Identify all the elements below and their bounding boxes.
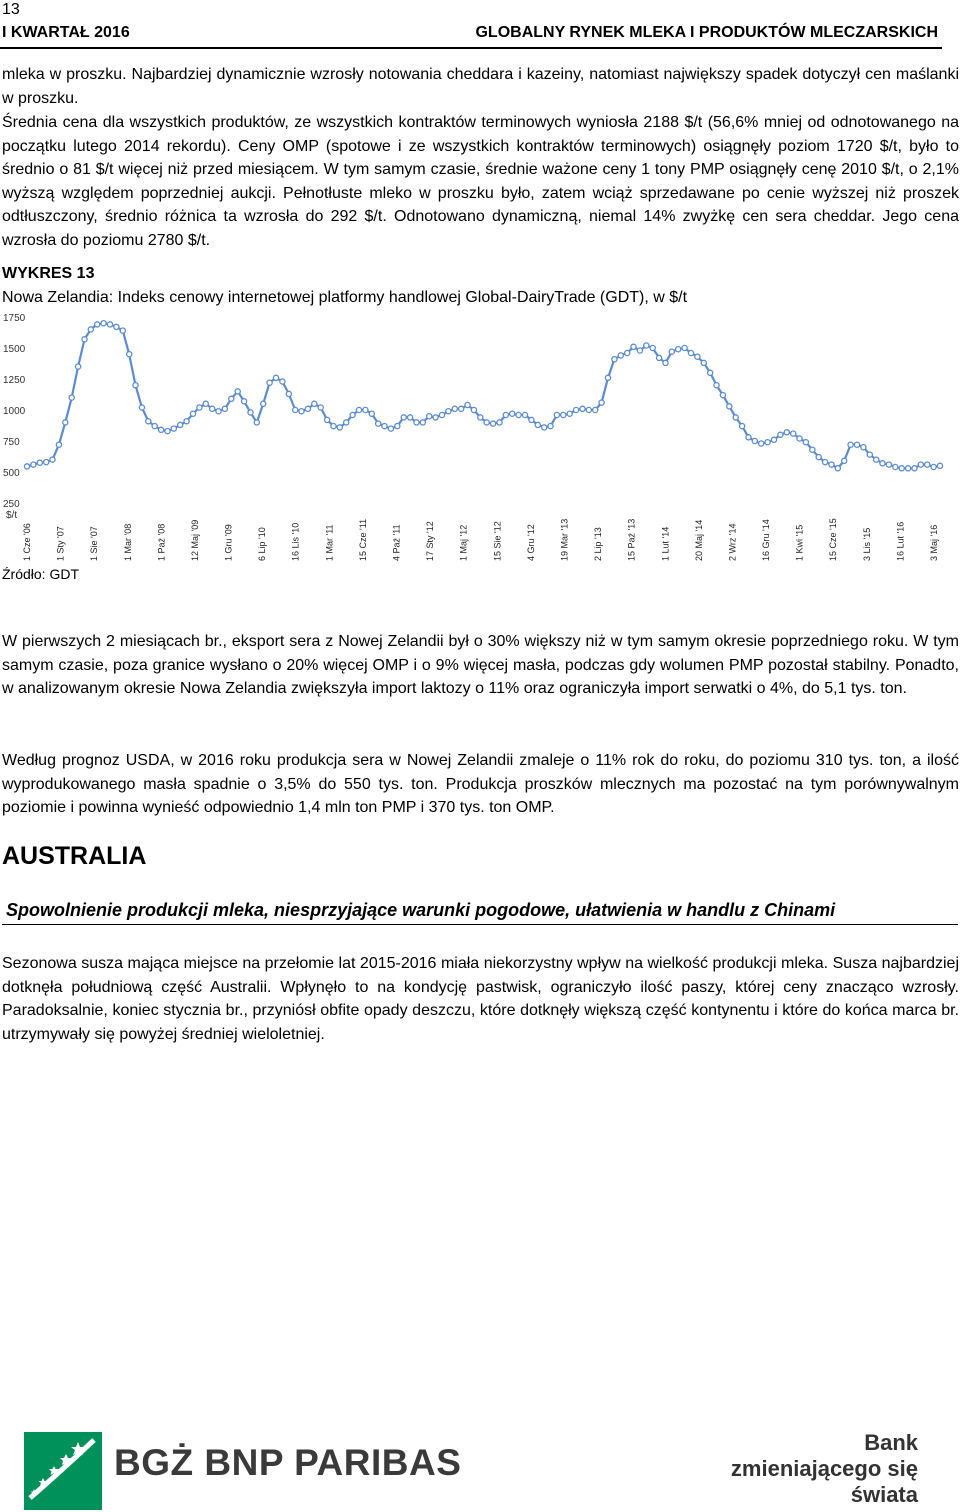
- data-point: [612, 357, 617, 362]
- data-point: [478, 415, 483, 420]
- data-point: [459, 406, 464, 411]
- data-point: [414, 420, 419, 425]
- x-tick-label: 1 Kwi '15: [794, 524, 805, 561]
- data-point: [31, 462, 36, 467]
- data-point: [286, 391, 291, 396]
- data-point: [784, 430, 789, 435]
- paragraph-intro: mleka w proszku. Najbardziej dynamicznie wzrosły notowania cheddara i kazeiny, natomiast największy spadek dotyczył cen maślanki w proszku.: [2, 66, 959, 107]
- data-point: [491, 421, 496, 426]
- data-point: [465, 402, 470, 407]
- data-point: [452, 406, 457, 411]
- data-point: [69, 395, 74, 400]
- slogan-line-1: Bank: [864, 1430, 918, 1455]
- x-tick-label: 15 Cze '15: [828, 518, 839, 561]
- data-point: [708, 370, 713, 375]
- x-tick-label: 15 Sie '12: [492, 521, 503, 561]
- data-point: [580, 406, 585, 411]
- data-point: [631, 344, 636, 349]
- data-point: [586, 407, 591, 412]
- data-point: [216, 409, 221, 414]
- data-point: [880, 461, 885, 466]
- x-tick-label: 1 Cze '06: [22, 523, 32, 561]
- data-point: [165, 429, 170, 434]
- data-point: [778, 432, 783, 437]
- x-tick-label: 20 Maj '14: [693, 519, 704, 561]
- data-point: [605, 375, 610, 380]
- data-point: [146, 419, 151, 424]
- data-point: [810, 447, 815, 452]
- data-point: [401, 415, 406, 420]
- data-point: [644, 343, 649, 348]
- section-heading-australia: AUSTRALIA: [2, 842, 147, 870]
- data-point: [24, 464, 29, 469]
- data-point: [446, 409, 451, 414]
- x-tick-label: 16 Lis '10: [290, 522, 301, 561]
- data-point: [471, 407, 476, 412]
- data-point: [76, 364, 81, 369]
- footer-slogan: [731, 1430, 918, 1508]
- data-point: [937, 463, 942, 468]
- data-point: [242, 399, 247, 404]
- data-point: [625, 350, 630, 355]
- data-point: [267, 380, 272, 385]
- x-tick-label: 1 Maj '12: [458, 524, 469, 561]
- x-tick-label: 1 Sie '07: [89, 526, 100, 561]
- data-point: [727, 404, 732, 409]
- data-point: [388, 426, 393, 431]
- data-point: [190, 411, 195, 416]
- data-point: [886, 462, 891, 467]
- x-tick-label: 17 Sty '12: [425, 521, 436, 561]
- x-tick-label: 1 Mar '08: [122, 523, 133, 561]
- data-point: [312, 401, 317, 406]
- data-point: [561, 412, 566, 417]
- data-point: [663, 360, 668, 365]
- data-point: [529, 417, 534, 422]
- x-tick-label: 4 Gru '12: [525, 524, 536, 561]
- data-point: [56, 442, 61, 447]
- data-point: [522, 412, 527, 417]
- data-point: [688, 350, 693, 355]
- data-point: [899, 466, 904, 471]
- data-point: [261, 401, 266, 406]
- data-point: [203, 401, 208, 406]
- data-point: [439, 412, 444, 417]
- data-point: [854, 442, 859, 447]
- y-tick-label: 500: [3, 468, 20, 479]
- header-title: GLOBALNY RYNEK MLEKA I PRODUKTÓW MLECZARSKICH: [475, 24, 938, 41]
- data-point: [650, 345, 655, 350]
- data-point: [893, 464, 898, 469]
- data-point: [114, 324, 119, 329]
- data-point: [554, 412, 559, 417]
- section-subheading: Spowolnienie produkcji mleka, niesprzyjające warunki pogodowe, ułatwienia w handlu z Chinami: [2, 896, 958, 925]
- x-tick-label: 3 Lis '15: [861, 527, 872, 561]
- data-point: [695, 354, 700, 359]
- data-point: [63, 420, 68, 425]
- data-point: [925, 462, 930, 467]
- data-point: [816, 455, 821, 460]
- data-point: [88, 327, 93, 332]
- data-point: [133, 383, 138, 388]
- y-tick-label: 1000: [3, 406, 26, 417]
- data-point: [548, 424, 553, 429]
- data-point: [516, 412, 521, 417]
- data-point: [797, 436, 802, 441]
- data-point: [229, 396, 234, 401]
- data-point: [273, 375, 278, 380]
- y-tick-label: 750: [3, 437, 20, 448]
- data-point: [497, 420, 502, 425]
- data-point: [503, 412, 508, 417]
- header-rule: [0, 47, 942, 49]
- data-point: [337, 425, 342, 430]
- data-point: [510, 411, 515, 416]
- data-point: [867, 452, 872, 457]
- data-point: [906, 466, 911, 471]
- data-point: [752, 438, 757, 443]
- data-point: [931, 464, 936, 469]
- x-tick-label: 19 Mar '13: [559, 518, 570, 561]
- data-point: [350, 412, 355, 417]
- data-point: [318, 405, 323, 410]
- chart-label: WYKRES 13: [2, 265, 95, 282]
- data-point: [44, 460, 49, 465]
- data-point: [248, 410, 253, 415]
- data-point: [771, 437, 776, 442]
- y-tick-label: 250: [3, 499, 20, 510]
- x-tick-label: 4 Paź '11: [391, 524, 402, 561]
- data-point: [376, 421, 381, 426]
- data-point: [912, 466, 917, 471]
- data-point: [848, 442, 853, 447]
- data-point: [803, 440, 808, 445]
- chart-source: Źródło: GDT: [2, 566, 80, 582]
- data-point: [669, 349, 674, 354]
- stars-swoosh-logo-icon: [24, 1432, 102, 1510]
- x-tick-label: 2 Wrz '14: [727, 523, 738, 561]
- data-point: [829, 462, 834, 467]
- data-point: [593, 407, 598, 412]
- data-point: [152, 424, 157, 429]
- data-point: [823, 460, 828, 465]
- paragraph-prices: Średnia cena dla wszystkich produktów, ze wszystkich kontraktów terminowych wyniosła 2188 $/t (56,6% mniej od odnotowanego na początku lutego 2014 rekordu). Ceny OMP (spotowe i ze wszystkich kontraktów terminowych) osiągnęły poziom 1720 $/t, było to średnio o 81 $/t więcej niż przed miesiącem. W tym samym czasie, średnie ważone ceny 1 tony PMP osiągnęły cenę 2010 $/t, o 2,1% wyższą względem poprzedniej aukcji. Pełnotłuste mleko w proszku było, zatem wciąż sprzedawane po cenie wyższej niż proszek odtłuszczony, średnio różnica ta wzrosła do 292 $/t. Odnotowano dynamiczną, niemal 14% zwyżkę cen sera cheddar. Jego cena wzrosła do poziomu 2780 $/t.: [2, 114, 959, 249]
- data-point: [280, 379, 285, 384]
- data-point: [235, 389, 240, 394]
- x-tick-label: 16 Gru '14: [761, 519, 771, 561]
- x-tick-label: 1 Lut '14: [660, 526, 671, 561]
- x-tick-label: 15 Paź '13: [626, 518, 637, 561]
- data-point: [682, 345, 687, 350]
- data-point: [720, 393, 725, 398]
- data-point: [139, 405, 144, 410]
- y-tick-label: 1750: [3, 313, 26, 324]
- data-point: [746, 435, 751, 440]
- data-point: [637, 348, 642, 353]
- data-point: [874, 457, 879, 462]
- data-point: [356, 407, 361, 412]
- data-point: [305, 406, 310, 411]
- data-point: [676, 347, 681, 352]
- header-quarter: I KWARTAŁ 2016: [2, 24, 130, 41]
- data-point: [107, 322, 112, 327]
- data-point: [254, 420, 259, 425]
- data-point: [120, 328, 125, 333]
- data-point: [574, 407, 579, 412]
- data-point: [82, 337, 87, 342]
- data-point: [222, 406, 227, 411]
- paragraph-forecast: Według prognoz USDA, w 2016 roku produkcja sera w Nowej Zelandii zmaleje o 11% rok do roku, do poziomu 310 tys. ton, a ilość wyprodukowanego masła spadnie o 3,5% do 550 tys. ton. Produkcja proszków mlecznych ma pozostać na tym porównywalnym poziomie i powinna wynieść odpowiednio 1,4 mln ton PMP i 370 tys. ton OMP.: [2, 752, 959, 816]
- paragraph-exports: W pierwszych 2 miesiącach br., eksport sera z Nowej Zelandii był o 30% większy niż w tym samym okresie poprzedniego roku. W tym samym czasie, poza granice wysłano o 20% więcej OMP i o 9% więcej masła, podczas gdy wolumen PMP pozostał stabilny. Ponadto, w analizowanym okresie Nowa Zelandia zwiększyła import laktozy o 11% oraz ograniczyła import serwatki o 4%, do 5,1 tys. ton.: [2, 633, 959, 697]
- x-tick-label: 1 Paź '08: [156, 523, 167, 561]
- gdt-price-chart: [0, 305, 960, 565]
- data-point: [835, 466, 840, 471]
- data-point: [791, 431, 796, 436]
- data-point: [171, 426, 176, 431]
- data-point: [861, 445, 866, 450]
- data-point: [197, 405, 202, 410]
- data-point: [733, 415, 738, 420]
- data-point: [701, 360, 706, 365]
- slogan-line-3: świata: [850, 1482, 918, 1507]
- x-tick-label: 1 Mar '11: [324, 524, 335, 561]
- paragraph-australia: Sezonowa susza mająca miejsce na przełomie lat 2015-2016 miała niekorzystny wpływ na wielkość produkcji mleka. Susza najbardziej dotknęła południową część Australii. Wpłynęło to na kondycję pastwisk, ograniczyło ilość paszy, której ceny znacząco wzrosły. Paradoksalnie, koniec stycznia br., przyniósł obfite opady deszczu, które dotknęły większą część kontynentu i które do końca marca br. utrzymywały się powyżej średniej wieloletniej.: [2, 955, 959, 1043]
- y-tick-label: 1250: [3, 375, 26, 386]
- x-tick-label: 2 Lip '13: [593, 527, 604, 561]
- data-point: [420, 420, 425, 425]
- x-tick-label: 1 Gru '09: [223, 524, 234, 561]
- data-point: [714, 383, 719, 388]
- data-point: [657, 355, 662, 360]
- x-tick-label: 15 Cze '11: [357, 518, 368, 561]
- data-point: [765, 440, 770, 445]
- data-point: [382, 424, 387, 429]
- data-point: [759, 441, 764, 446]
- data-point: [842, 458, 847, 463]
- data-point: [50, 457, 55, 462]
- series-line: [27, 323, 940, 468]
- chart-subtitle: Nowa Zelandia: Indeks cenowy internetowej platformy handlowej Global-DairyTrade (GDT), w $/t: [2, 289, 688, 306]
- data-point: [535, 422, 540, 427]
- data-point: [159, 427, 164, 432]
- data-point: [542, 425, 547, 430]
- y-axis-label: $/t: [6, 510, 18, 521]
- data-point: [408, 415, 413, 420]
- data-point: [363, 407, 368, 412]
- x-tick-label: 16 Lut '16: [895, 521, 906, 561]
- data-point: [37, 460, 42, 465]
- x-tick-label: 3 Maj '16: [929, 524, 939, 561]
- data-point: [740, 424, 745, 429]
- data-point: [331, 424, 336, 429]
- data-point: [395, 424, 400, 429]
- data-point: [178, 422, 183, 427]
- footer-brand-name: BGŻ BNP PARIBAS: [114, 1442, 462, 1483]
- x-tick-label: 12 Maj '09: [190, 519, 200, 561]
- data-point: [127, 352, 132, 357]
- data-point: [344, 420, 349, 425]
- data-point: [433, 415, 438, 420]
- data-point: [101, 321, 106, 326]
- data-point: [618, 353, 623, 358]
- data-point: [325, 417, 330, 422]
- data-point: [369, 411, 374, 416]
- data-point: [184, 419, 189, 424]
- y-tick-label: 1500: [3, 344, 26, 355]
- data-point: [299, 409, 304, 414]
- data-point: [918, 462, 923, 467]
- data-point: [293, 407, 298, 412]
- data-point: [210, 406, 215, 411]
- data-point: [427, 414, 432, 419]
- x-tick-label: 1 Sty '07: [55, 526, 66, 561]
- slogan-line-2: zmieniającego się: [730, 1456, 918, 1481]
- data-point: [567, 411, 572, 416]
- x-tick-label: 6 Lip '10: [257, 527, 268, 561]
- data-point: [95, 322, 100, 327]
- page-number: 13: [2, 1, 20, 18]
- data-point: [599, 400, 604, 405]
- data-point: [484, 420, 489, 425]
